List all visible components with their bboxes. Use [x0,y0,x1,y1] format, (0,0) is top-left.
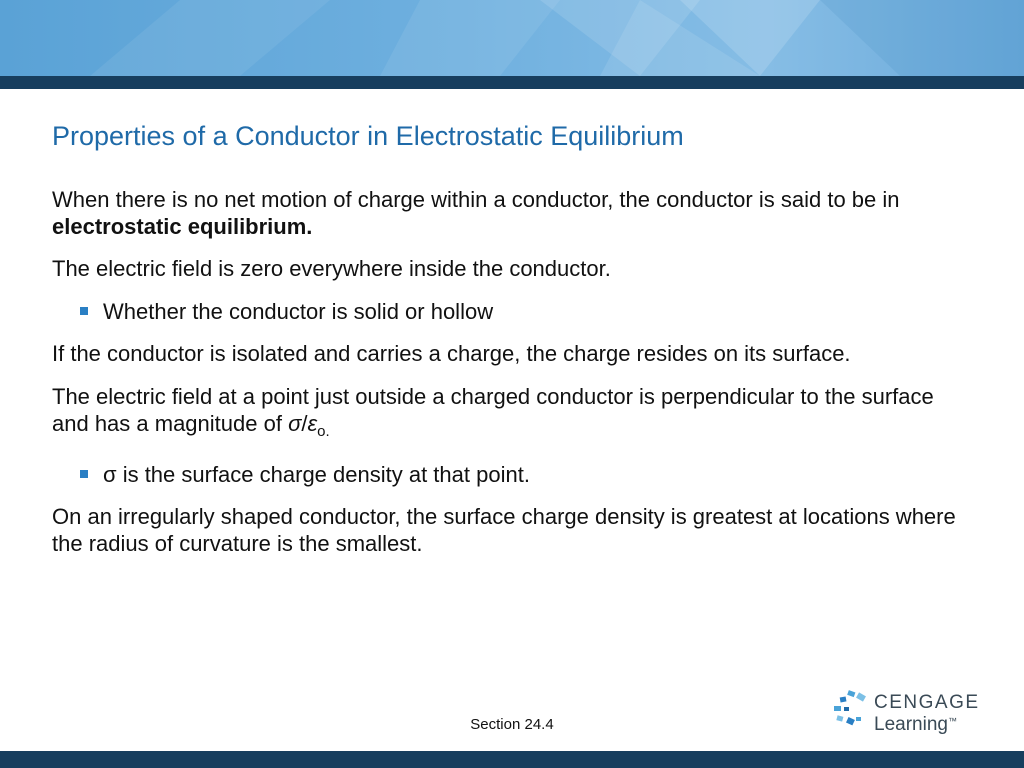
cengage-logo [832,690,982,740]
paragraph-charge-surface: If the conductor is isolated and carries a charge, the charge resides on its surface. [52,341,851,366]
square-bullet-icon [80,307,88,315]
bullet-item [52,461,962,488]
paragraph-field-outside [52,383,962,445]
trademark-mark: ™ [947,716,957,726]
bullet-item [52,298,962,325]
paragraph-text: The electric field at a point just outside a charged conductor is perpendicular to the surface and has a magnitude of [52,384,934,436]
header-banner [0,0,1024,76]
paragraph-equilibrium [52,186,962,240]
logo-text: CENGAGE [874,692,980,713]
square-bullet-icon [80,470,88,478]
slash-symbol: / [301,411,308,436]
emphasis-term: electrostatic equilibrium. [52,214,313,239]
epsilon-subscript: o. [317,423,330,440]
sigma-symbol: σ [103,462,117,487]
bullet-text: is the surface charge density at that point. [116,462,530,487]
header-divider [0,76,1024,89]
paragraph-field-zero: The electric field is zero everywhere inside the conductor. [52,256,611,281]
footer-bar [0,751,1024,768]
epsilon-symbol: ε [307,411,318,436]
paragraph-irregular: On an irregularly shaped conductor, the surface charge density is greatest at locations where the radius of curvature is the smallest. [52,504,956,556]
slide-body [52,186,962,573]
section-label: Section 24.4 [470,716,554,733]
cengage-mark-icon [832,690,872,730]
paragraph-text: When there is no net motion of charge within a conductor, the conductor is said to be in [52,187,900,212]
banner-pattern [0,0,1024,76]
slide-title: Properties of a Conductor in Electrostatic Equilibrium [52,121,684,151]
sigma-symbol: σ [288,411,302,436]
bullet-text: Whether the conductor is solid or hollow [103,299,494,324]
logo-subtext: Learning™ [874,714,957,735]
